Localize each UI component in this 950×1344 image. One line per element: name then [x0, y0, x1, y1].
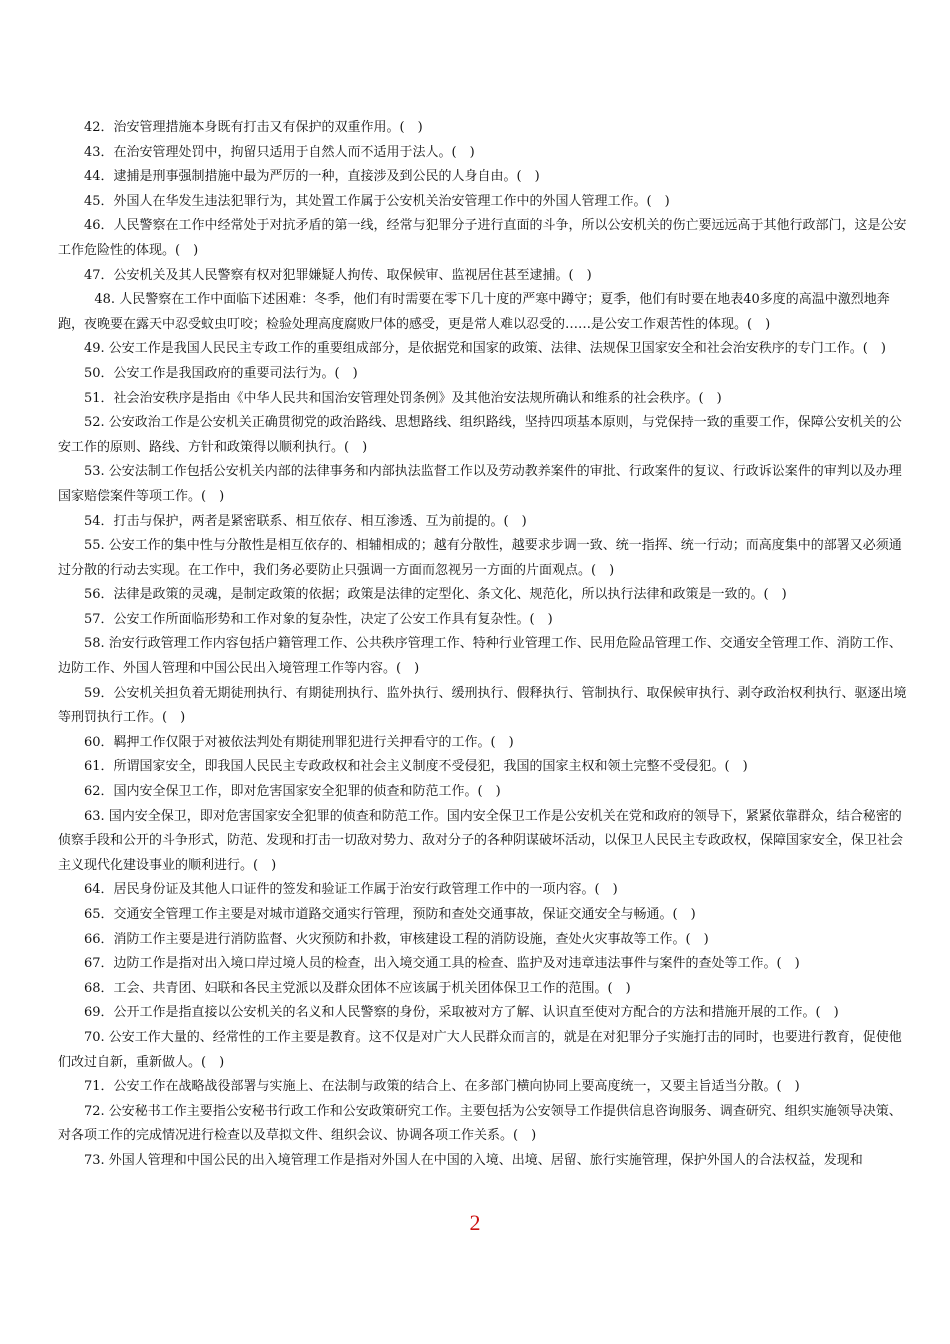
question-70: 70. 公安工作大量的、经常性的工作主要是教育。这不仅是对广大人民群众而言的，就是在对犯罪分子实施打击的同时，也要进行教育，促使他们改过自新，重新做人。( ): [58, 1029, 902, 1070]
question-63: 63. 国内安全保卫，即对危害国家安全犯罪的侦查和防范工作。国内安全保卫工作是公安机关在党和政府的领导下，紧紧依靠群众，结合秘密的侦察手段和公开的斗争形式，防范、发现和打击一切敌对势力、敌对分子的各种阴谋破坏活动，以保卫人民民主专政政权，保障国家安全，保卫社会主义现代化建设事业的顺利进行。( ): [58, 808, 904, 873]
question-56: 56．法律是政策的灵魂，是制定政策的依据；政策是法律的定型化、条文化、规范化，所以执行法律和政策是一致的。( ): [84, 587, 787, 603]
question-57: 57．公安工作所面临形势和工作对象的复杂性，决定了公安工作具有复杂性。( ): [84, 611, 553, 627]
question-67: 67．边防工作是指对出入境口岸过境人员的检查，出入境交通工具的检查、监护及对违章违法事件与案件的查处等工作。( ): [84, 956, 800, 972]
question-60: 60．羁押工作仅限于对被依法判处有期徒刑罪犯进行关押看守的工作。( ): [84, 734, 514, 750]
question-62: 62．国内安全保卫工作，即对危害国家安全犯罪的侦查和防范工作。( ): [84, 784, 501, 800]
question-42: 42．治安管理措施本身既有打击又有保护的双重作用。( ): [84, 120, 423, 135]
question-73: 73. 外国人管理和中国公民的出入境管理工作是指对外国人在中国的入境、出境、居留、旅行实施管理，保护外国人的合法权益，发现和: [84, 1152, 863, 1168]
question-47: 47．公安机关及其人民警察有权对犯罪嫌疑人拘传、取保候审、监视居住甚至逮捕。( ): [84, 267, 592, 283]
question-58: 58. 治安行政管理工作内容包括户籍管理工作、公共秩序管理工作、特种行业管理工作、民用危险品管理工作、交通安全管理工作、消防工作、边防工作、外国人管理和中国公民出入境管理工作等内容。( ): [58, 636, 902, 677]
question-44: 44．逮捕是刑事强制措施中最为严厉的一种，直接涉及到公民的人身自由。( ): [84, 169, 540, 185]
question-71: 71．公安工作在战略战役部署与实施上、在法制与政策的结合上、在多部门横向协同上要高度统一，又要主旨适当分散。( ): [84, 1079, 800, 1095]
question-45: 45．外国人在华发生违法犯罪行为，其处置工作属于公安机关治安管理工作中的外国人管理工作。( ): [84, 193, 670, 209]
document-body: [58, 116, 908, 1174]
question-46: 46．人民警察在工作中经常处于对抗矛盾的第一线，经常与犯罪分子进行直面的斗争，所以公安机关的伤亡要远远高于其他行政部门，这是公安工作危险性的体现。( ): [58, 218, 907, 258]
question-68: 68．工会、共青团、妇联和各民主党派以及群众团体不应该属于机关团体保卫工作的范围。( ): [84, 980, 631, 996]
question-53: 53. 公安法制工作包括公安机关内部的法律事务和内部执法监督工作以及劳动教养案件的审批、行政案件的复议、行政诉讼案件的审判以及办理国家赔偿案件等项工作。( ): [58, 464, 902, 504]
question-72: 72. 公安秘书工作主要指公安秘书行政工作和公安政策研究工作。主要包括为公安领导工作提供信息咨询服务、调查研究、组织实施领导决策、对各项工作的完成情况进行检查以及草拟文件、组织会议、协调各项工作关系。( ): [58, 1103, 902, 1144]
question-50: 50．公安工作是我国政府的重要司法行为。( ): [84, 365, 358, 381]
question-49: 49. 公安工作是我国人民民主专政工作的重要组成部分，是依据党和国家的政策、法律、法规保卫国家安全和社会治安秩序的专门工作。( ): [84, 341, 886, 357]
question-59: 59．公安机关担负着无期徒刑执行、有期徒刑执行、监外执行、缓刑执行、假释执行、管制执行、取保候审执行、剥夺政治权利执行、驱逐出境等刑罚执行工作。( ): [58, 685, 907, 726]
question-54: 54．打击与保护，两者是紧密联系、相互依存、相互渗透、互为前提的。( ): [84, 513, 527, 529]
question-51: 51．社会治安秩序是指由《中华人民共和国治安管理处罚条例》及其他治安法规所确认和维系的社会秩序。( ): [84, 390, 722, 406]
page-number: 2: [469, 1210, 481, 1235]
question-52: 52. 公安政治工作是公安机关正确贯彻党的政治路线、思想路线、组织路线，坚持四项基本原则，与党保持一致的重要工作，保障公安机关的公安工作的原则、路线、方针和政策得以顺利执行。( ): [58, 415, 902, 455]
question-55: 55. 公安工作的集中性与分散性是相互依存的、相辅相成的；越有分散性，越要求步调一致、统一指挥、统一行动；而高度集中的部署又必须通过分散的行动去实现。在工作中，我们务必要防止只强调一方面而忽视另一方面的片面观点。( ): [58, 538, 902, 578]
question-65: 65．交通安全管理工作主要是对城市道路交通实行管理，预防和查处交通事故，保证交通安全与畅通。( ): [84, 907, 696, 922]
question-64: 64．居民身份证及其他人口证件的签发和验证工作属于治安行政管理工作中的一项内容。( ): [84, 882, 618, 898]
question-43: 43．在治安管理处罚中，拘留只适用于自然人而不适用于法人。( ): [84, 144, 475, 160]
question-61: 61．所谓国家安全，即我国人民民主专政政权和社会主义制度不受侵犯，我国的国家主权和领土完整不受侵犯。( ): [84, 759, 748, 775]
question-66: 66．消防工作主要是进行消防监督、火灾预防和扑救，审核建设工程的消防设施，查处火灾事故等工作。( ): [84, 931, 709, 947]
question-69: 69．公开工作是指直接以公安机关的名义和人民警察的身份，采取被对方了解、认识直至使对方配合的方法和措施开展的工作。( ): [84, 1005, 839, 1021]
question-48: 48. 人民警察在工作中面临下述困难：冬季，他们有时需要在零下几十度的严寒中蹲守；夏季，他们有时要在地表40多度的高温中激烈地奔跑，夜晚要在露天中忍受蚊虫叮咬；检验处理高度腐败尸体的感受，更是常人难以忍受的……是公安工作艰苦性的体现。( ): [58, 292, 890, 332]
